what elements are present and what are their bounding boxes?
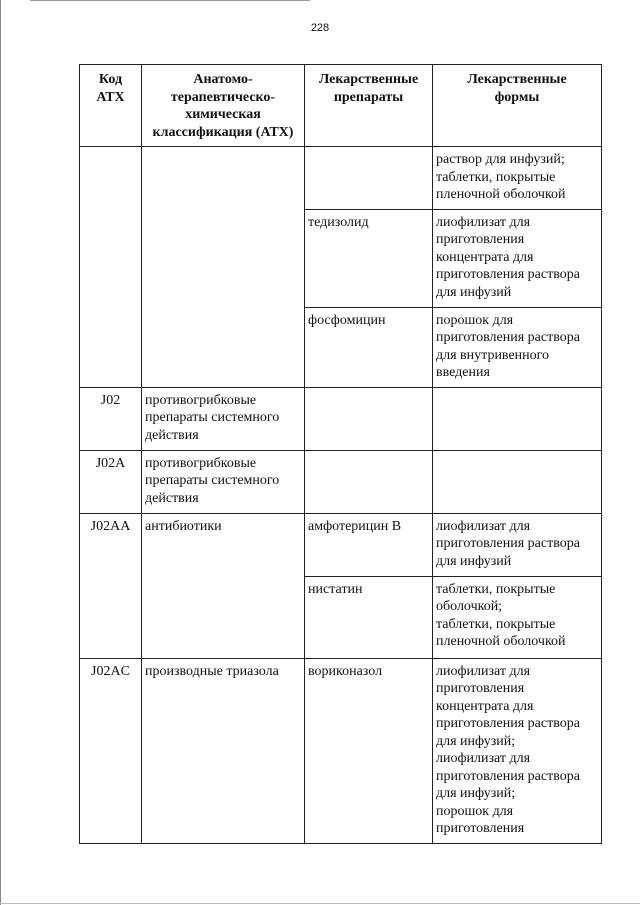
atx-class-cell: производные триазола: [142, 658, 305, 843]
scan-edge-top: [30, 0, 310, 1]
atx-code-cell-empty: [80, 147, 142, 388]
header-atx-classification: Анатомо- терапевтическо- химическая классификация (АТХ): [142, 65, 305, 147]
atx-code-cell: J02AA: [80, 513, 142, 658]
drug-cell: амфотерицин B: [305, 513, 433, 576]
form-cell: лиофилизат для приготовления концентрата для приготовления раствора для инфузий: [433, 209, 602, 307]
form-cell: [433, 387, 602, 450]
form-cell: [433, 450, 602, 513]
atx-class-cell: противогрибковые препараты системного действия: [142, 387, 305, 450]
scan-edge-bottom: [0, 903, 640, 904]
form-cell: таблетки, покрытые оболочкой; таблетки, покрытые пленочной оболочкой: [433, 576, 602, 658]
atx-class-cell: антибиотики: [142, 513, 305, 658]
table-header-row: [80, 65, 602, 147]
form-cell: лиофилизат для приготовления раствора для инфузий: [433, 513, 602, 576]
page-number: 228: [310, 22, 330, 34]
atx-class-cell-empty: [142, 147, 305, 388]
atx-class-cell: противогрибковые препараты системного действия: [142, 450, 305, 513]
drug-cell: вориконазол: [305, 658, 433, 843]
atx-code-cell: J02: [80, 387, 142, 450]
table-row: [80, 658, 602, 843]
header-drugs: Лекарственные препараты: [305, 65, 433, 147]
scan-edge-left: [0, 0, 1, 905]
drug-cell: [305, 147, 433, 210]
drug-cell: [305, 450, 433, 513]
header-dosage-forms: Лекарственные формы: [433, 65, 602, 147]
drug-cell: фосфомицин: [305, 307, 433, 387]
drug-cell: тедизолид: [305, 209, 433, 307]
atx-code-cell: J02A: [80, 450, 142, 513]
header-atx-code: Код АТХ: [80, 65, 142, 147]
atx-code-cell: J02AC: [80, 658, 142, 843]
form-cell: порошок для приготовления раствора для внутривенного введения: [433, 307, 602, 387]
form-cell: раствор для инфузий; таблетки, покрытые пленочной оболочкой: [433, 147, 602, 210]
table-row: [80, 513, 602, 576]
drug-cell: [305, 387, 433, 450]
atx-drug-table: [79, 64, 602, 844]
drug-cell: нистатин: [305, 576, 433, 658]
table-row: [80, 387, 602, 450]
form-cell: лиофилизат для приготовления концентрата для приготовления раствора для инфузий; лиофилизат для приготовления раствора для инфузий; порошок для приготовления: [433, 658, 602, 843]
table-row: [80, 450, 602, 513]
table-row: [80, 147, 602, 210]
